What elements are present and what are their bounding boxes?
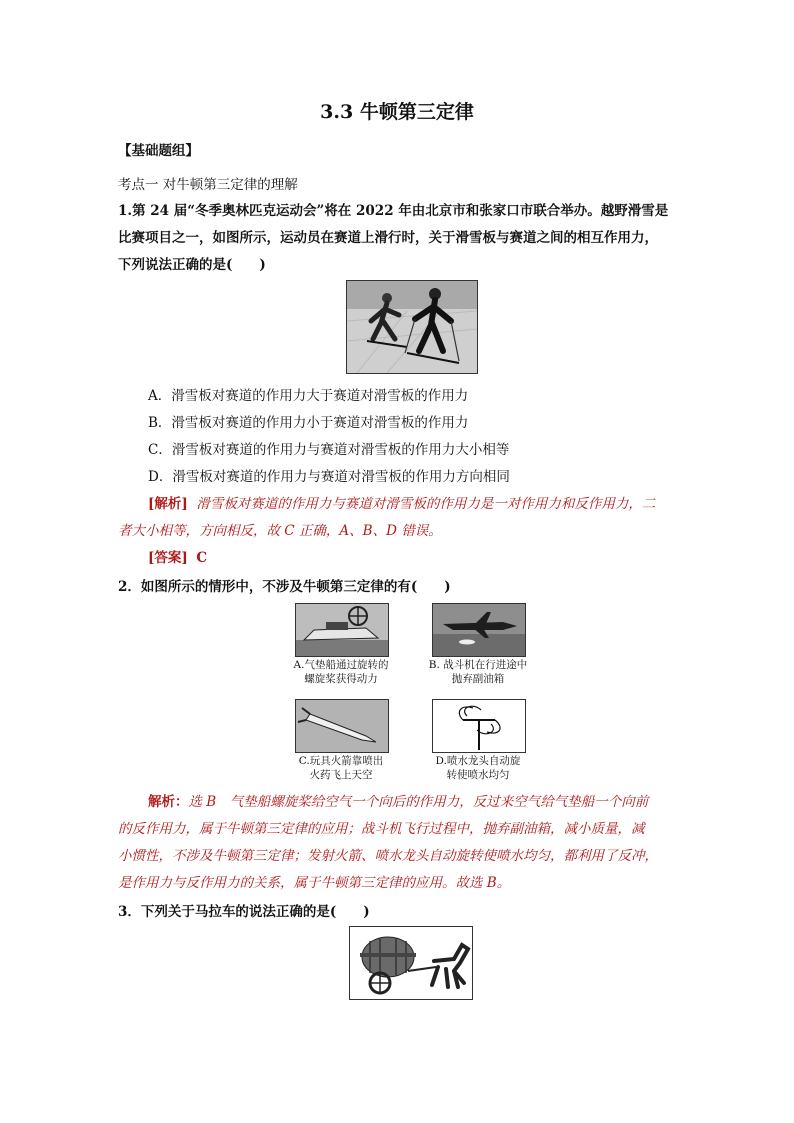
q2-caption-c-line-2: 火药飞上天空 (309, 769, 373, 781)
q2-caption-d-line-1: D.喷水龙头自动旋 (435, 755, 521, 767)
q2-caption-d-line-2: 转使喷水均匀 (446, 769, 510, 781)
q2-analysis-line-3: 小惯性，不涉及牛顿第三定律；发射火箭、喷水龙头自动旋转使喷水均匀，都利用了反冲， (118, 848, 658, 864)
q2-caption-b-line-2: 抛弃副油箱 (451, 673, 505, 685)
q1-option-d: D．滑雪板对赛道的作用力与赛道对滑雪板的作用力方向相同 (148, 469, 510, 485)
q1-option-b: B．滑雪板对赛道的作用力小于赛道对滑雪板的作用力 (148, 415, 469, 431)
sprinkler-illustration (433, 700, 525, 752)
hovercraft-photo (295, 603, 389, 657)
toy-rocket-illustration (296, 700, 388, 752)
horse-cart-photo (349, 926, 473, 1000)
q2-caption-c-line-1: C.玩具火箭靠喷出 (298, 755, 384, 767)
q1-option-a: A．滑雪板对赛道的作用力大于赛道对滑雪板的作用力 (148, 388, 469, 404)
q1-stem-line-3: 下列说法正确的是( ) (118, 257, 266, 273)
q2-caption-a-line-2: 螺旋桨获得动力 (304, 673, 378, 685)
skiers-illustration (347, 281, 477, 373)
q2-caption-d (417, 754, 539, 782)
q1-option-c: C．滑雪板对赛道的作用力与赛道对滑雪板的作用力大小相等 (148, 442, 510, 458)
q2-caption-c (280, 754, 402, 782)
toy-rocket-photo (295, 699, 389, 753)
q1-analysis-line-1 (148, 492, 655, 512)
q1-analysis-text-1: 滑雪板对赛道的作用力与赛道对滑雪板的作用力是一对作用力和反作用力，二 (196, 496, 656, 512)
q2-caption-a-line-1: A.气垫船通过旋转的 (293, 659, 389, 671)
skiing-photo (346, 280, 478, 374)
section-heading: 【基础题组】 (118, 143, 199, 159)
q2-caption-b (417, 658, 539, 686)
q2-caption-b-line-1: B. 战斗机在行进途中 (428, 659, 528, 671)
q1-analysis-label: [解析] (148, 496, 188, 512)
q1-answer-value: C (196, 550, 208, 566)
q1-analysis-line-2: 者大小相等，方向相反，故 C 正确，A、B、D 错误。 (118, 523, 442, 539)
q1-answer (148, 546, 207, 566)
q2-analysis-label: 解析： (148, 794, 189, 810)
q1-stem-line-1: 1.第 24 届“冬季奥林匹克运动会”将在 2022 年由北京市和张家口市联合举办。越野滑雪是 (118, 203, 669, 219)
q2-analysis-line-1 (148, 790, 648, 810)
q2-analysis-line-4: 是作用力与反作用力的关系，属于牛顿第三定律的应用。故选 B。 (118, 875, 511, 891)
horse-cart-illustration (350, 927, 472, 999)
q3-stem: 3．下列关于马拉车的说法正确的是( ) (118, 904, 370, 920)
topic-heading: 考点一 对牛顿第三定律的理解 (118, 177, 298, 193)
page-title: 3.3 牛顿第三定律 (320, 101, 474, 123)
hovercraft-illustration (296, 604, 388, 656)
q2-stem: 2．如图所示的情形中，不涉及牛顿第三定律的有( ) (118, 579, 451, 595)
q2-analysis-text-1: 选 B 气垫船螺旋桨给空气一个向后的作用力，反过来空气给气垫船一个向前 (188, 794, 649, 810)
fighter-jet-photo (432, 603, 526, 657)
fighter-jet-illustration (433, 604, 525, 656)
q1-answer-label: [答案] (148, 550, 188, 566)
q1-stem-line-2: 比赛项目之一，如图所示，运动员在赛道上滑行时，关于滑雪板与赛道之间的相互作用力， (118, 230, 658, 246)
sprinkler-drawing (432, 699, 526, 753)
q2-caption-a (280, 658, 402, 686)
q2-analysis-line-2: 的反作用力，属于牛顿第三定律的应用；战斗机飞行过程中，抛弃副油箱，减小质量，减 (118, 821, 645, 837)
